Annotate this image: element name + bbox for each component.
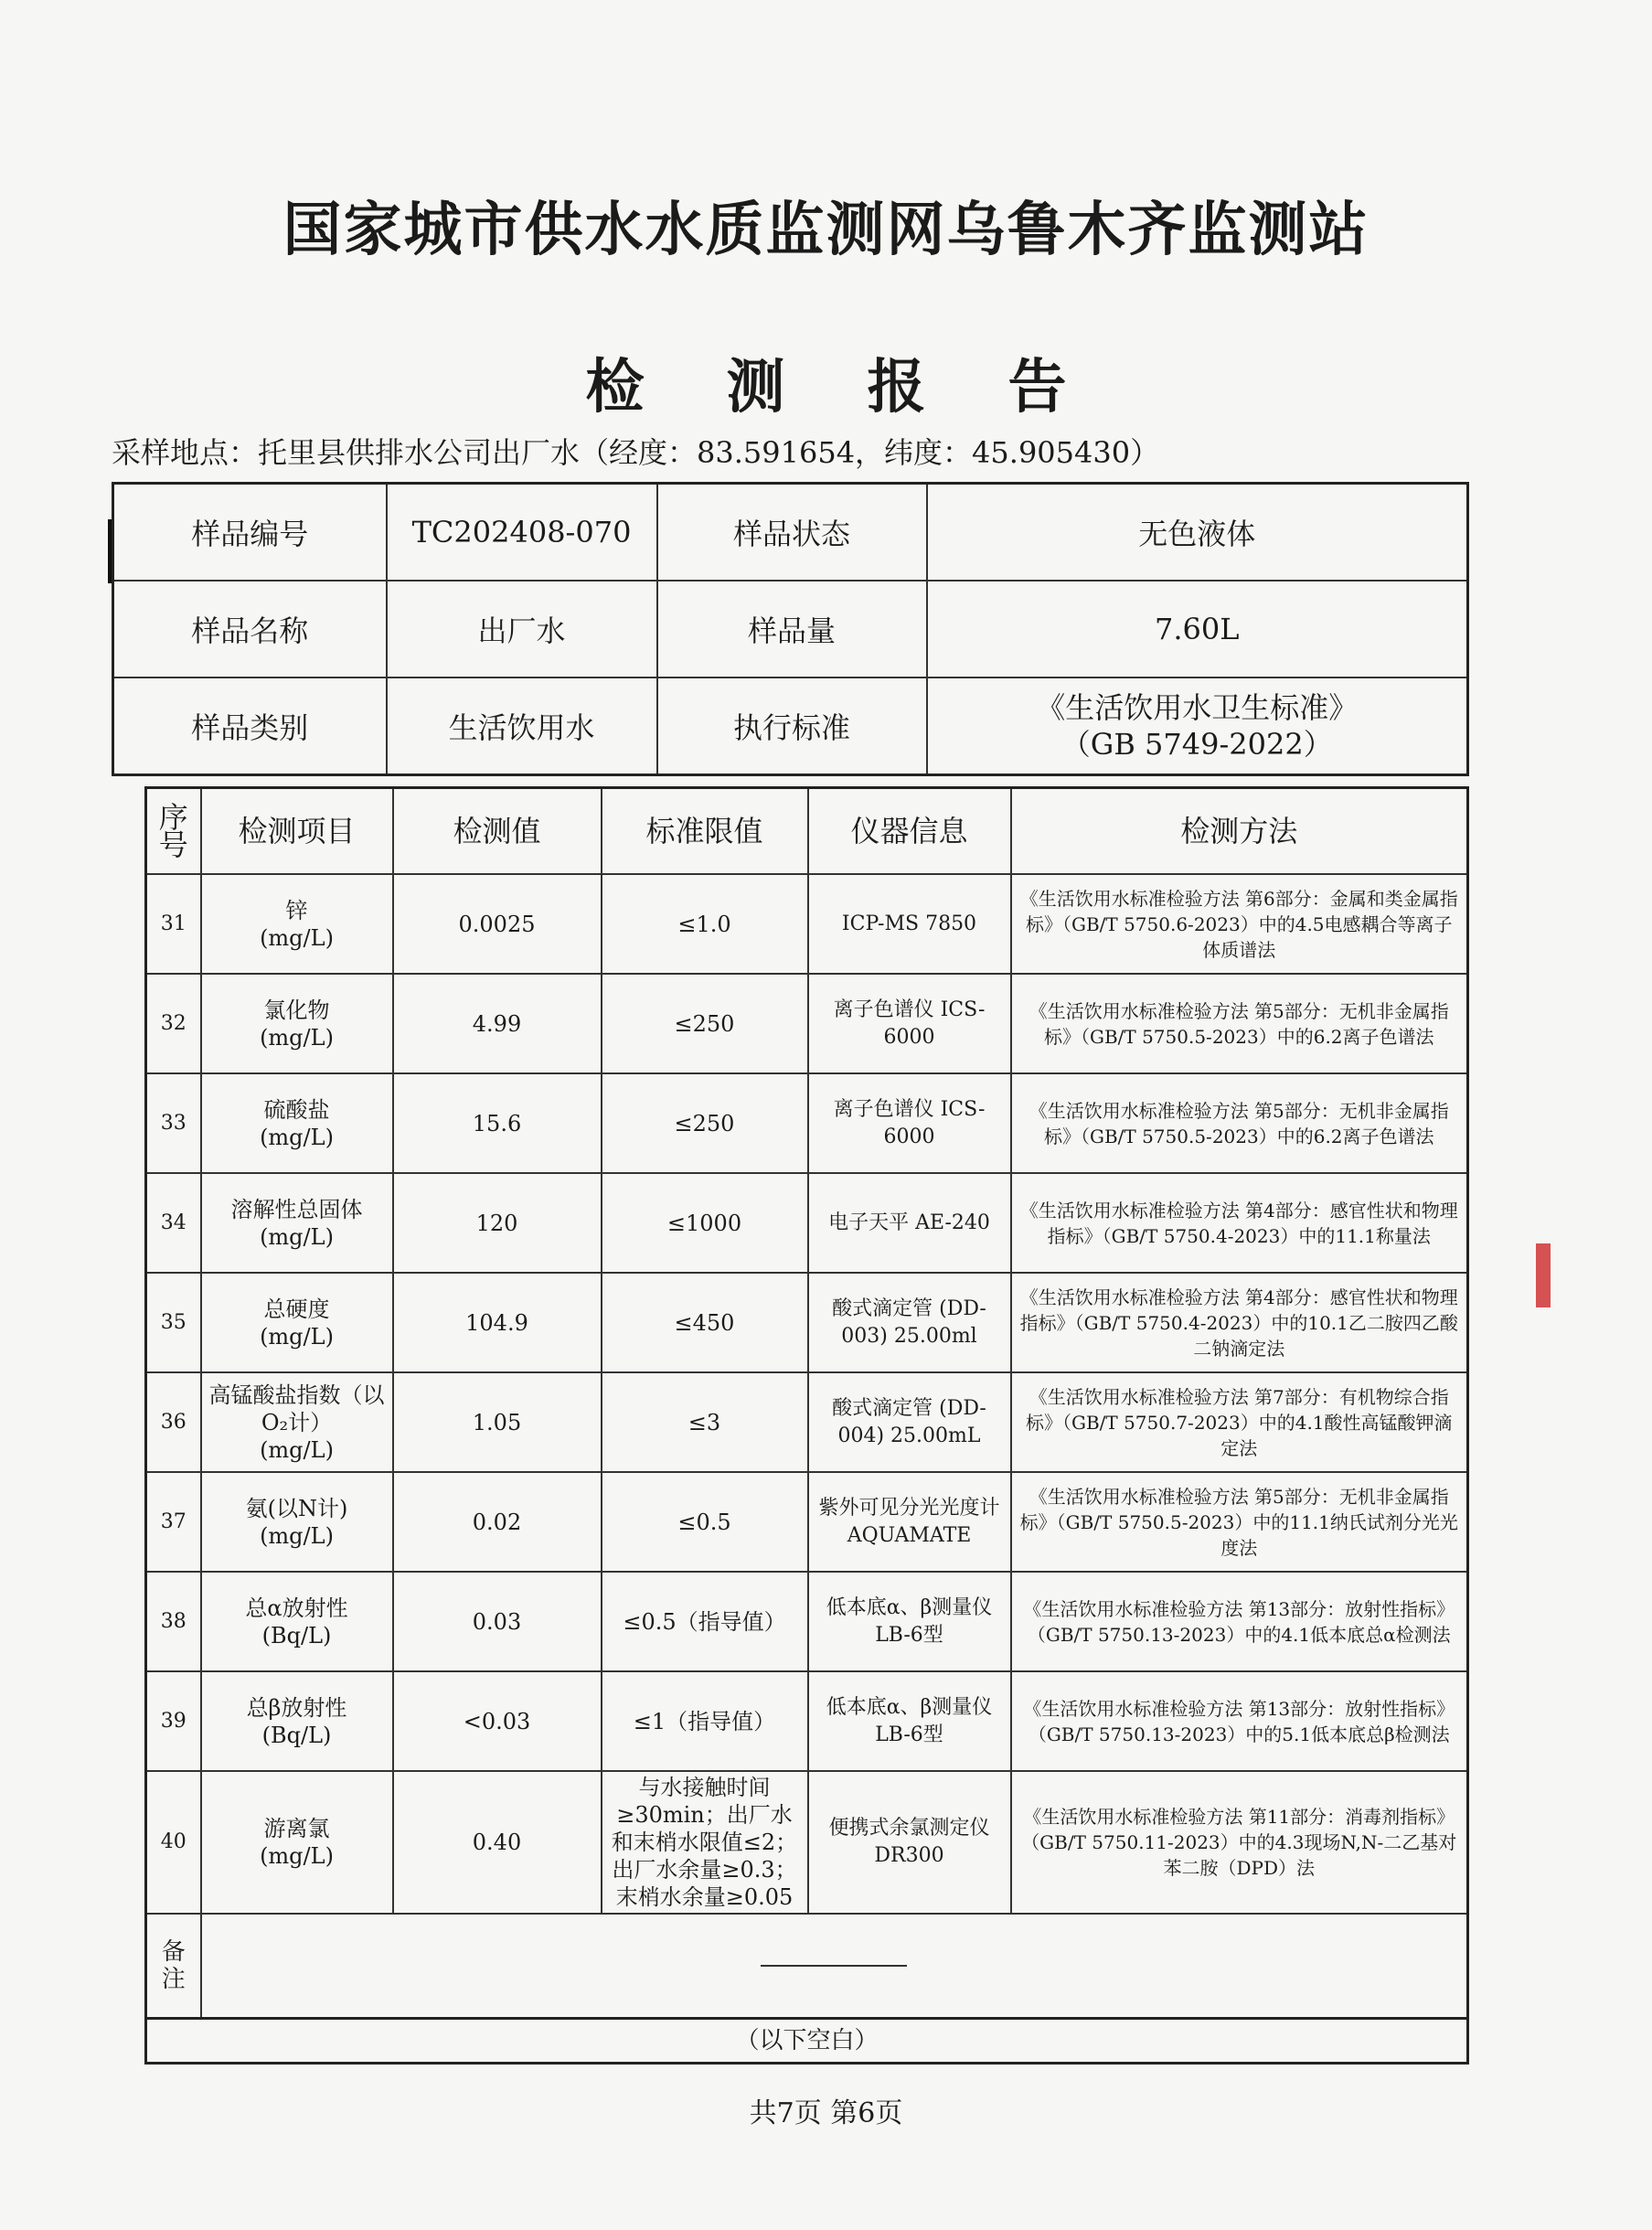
- row-instrument: 离子色谱仪 ICS-6000: [808, 1073, 1011, 1173]
- header-instrument: 仪器信息: [808, 788, 1011, 875]
- row-limit: 与水接触时间≥30min；出厂水和末梢水限值≤2；出厂水余量≥0.3；末梢水余量≥0.05: [602, 1771, 808, 1914]
- row-item-name: 硫酸盐: [263, 1096, 330, 1123]
- row-method: 《生活饮用水标准检验方法 第6部分：金属和类金属指标》（GB/T 5750.6-2023）中的4.5电感耦合等离子体质谱法: [1011, 874, 1468, 974]
- table-row: [146, 974, 1468, 1073]
- page-footer: 共7页 第6页: [749, 2097, 903, 2129]
- row-instrument: 电子天平 AE-240: [808, 1173, 1011, 1273]
- row-item-name: 总硬度: [263, 1296, 330, 1322]
- header-method: 检测方法: [1011, 788, 1468, 875]
- row-item-name: 氨(以N计): [245, 1495, 348, 1521]
- row-instrument: 酸式滴定管 (DD-004) 25.00mL: [808, 1372, 1011, 1472]
- row-item: [201, 1173, 393, 1273]
- sample-name-value: 出厂水: [387, 581, 657, 678]
- row-item-name: 游离氯: [263, 1816, 330, 1841]
- row-method: 《生活饮用水标准检验方法 第11部分：消毒剂指标》（GB/T 5750.11-2023）中的4.3现场N,N-二乙基对苯二胺（DPD）法: [1011, 1771, 1468, 1914]
- table-row: [146, 1771, 1468, 1914]
- row-item-name: 氯化物: [263, 997, 330, 1023]
- row-method: 《生活饮用水标准检验方法 第13部分：放射性指标》（GB/T 5750.13-2023）中的4.1低本底总α检测法: [1011, 1572, 1468, 1671]
- row-item-unit: (Bq/L): [261, 1722, 332, 1748]
- report-org-title: 国家城市供水水质监测网乌鲁木齐监测站: [282, 197, 1370, 264]
- row-value: 120: [393, 1173, 602, 1273]
- blank-note: （以下空白）: [146, 2019, 1468, 2064]
- sampling-location: 采样地点：托里县供排水公司出厂水（经度：83.591654，纬度：45.905430）: [112, 435, 1160, 470]
- row-item: [201, 1073, 393, 1173]
- sample-state-value: 无色液体: [927, 484, 1468, 582]
- row-value: 0.0025: [393, 874, 602, 974]
- report-subtitle: 检测报告: [585, 354, 1149, 421]
- table-row: [146, 1472, 1468, 1572]
- blank-note-row: [146, 2019, 1468, 2064]
- row-value: 1.05: [393, 1372, 602, 1472]
- row-item: [201, 1572, 393, 1671]
- standard-value: [927, 678, 1468, 775]
- row-no: 35: [146, 1273, 201, 1372]
- row-item-unit: (mg/L): [260, 1223, 334, 1250]
- row-limit: ≤1000: [602, 1173, 808, 1273]
- row-value: 0.40: [393, 1771, 602, 1914]
- header-limit: 标准限值: [602, 788, 808, 875]
- results-table: [144, 786, 1469, 2065]
- row-value: 15.6: [393, 1073, 602, 1173]
- table-row: [146, 874, 1468, 974]
- header-item: 检测项目: [201, 788, 393, 875]
- row-limit: ≤3: [602, 1372, 808, 1472]
- remark-row: [146, 1914, 1468, 2019]
- row-item-unit: (mg/L): [260, 1436, 334, 1463]
- sample-name-label: 样品名称: [113, 581, 387, 678]
- row-method: 《生活饮用水标准检验方法 第7部分：有机物综合指标》（GB/T 5750.7-2023）中的4.1酸性高锰酸钾滴定法: [1011, 1372, 1468, 1472]
- row-item: [201, 874, 393, 974]
- row-item-unit: (mg/L): [260, 1323, 334, 1350]
- row-item: [201, 1771, 393, 1914]
- row-value: 104.9: [393, 1273, 602, 1372]
- header-value: 检测值: [393, 788, 602, 875]
- sample-info-row: [113, 484, 1468, 582]
- sample-id-value: TC202408-070: [387, 484, 657, 582]
- row-no: 34: [146, 1173, 201, 1273]
- row-item-name: 溶解性总固体: [230, 1196, 363, 1222]
- row-method: 《生活饮用水标准检验方法 第4部分：感官性状和物理指标》（GB/T 5750.4-2023）中的10.1乙二胺四乙酸二钠滴定法: [1011, 1273, 1468, 1372]
- row-item-unit: (mg/L): [260, 1024, 334, 1051]
- standard-code: （GB 5749-2022）: [1060, 727, 1333, 762]
- table-row: [146, 1572, 1468, 1671]
- row-method: 《生活饮用水标准检验方法 第5部分：无机非金属指标》（GB/T 5750.5-2023）中的6.2离子色谱法: [1011, 974, 1468, 1073]
- row-no: 33: [146, 1073, 201, 1173]
- sample-qty-label: 样品量: [657, 581, 927, 678]
- row-no: 31: [146, 874, 201, 974]
- row-instrument: ICP-MS 7850: [808, 874, 1011, 974]
- row-method: 《生活饮用水标准检验方法 第5部分：无机非金属指标》（GB/T 5750.5-2023）中的11.1纳氏试剂分光光度法: [1011, 1472, 1468, 1572]
- row-value: 0.02: [393, 1472, 602, 1572]
- remark-value: [201, 1914, 1468, 2019]
- row-item: [201, 974, 393, 1073]
- sample-info-row: [113, 581, 1468, 678]
- header-no: 序号: [146, 788, 201, 875]
- table-row: [146, 1173, 1468, 1273]
- row-item-unit: (mg/L): [260, 1843, 334, 1869]
- row-method: 《生活饮用水标准检验方法 第13部分：放射性指标》（GB/T 5750.13-2023）中的5.1低本底总β检测法: [1011, 1671, 1468, 1771]
- row-instrument: 低本底α、β测量仪 LB-6型: [808, 1572, 1011, 1671]
- row-no: 39: [146, 1671, 201, 1771]
- standard-name: 《生活饮用水卫生标准》: [1036, 690, 1359, 725]
- row-value: <0.03: [393, 1671, 602, 1771]
- row-instrument: 酸式滴定管 (DD-003) 25.00ml: [808, 1273, 1011, 1372]
- row-item-name: 总α放射性: [245, 1595, 348, 1621]
- row-limit: ≤1（指导值）: [602, 1671, 808, 1771]
- sample-info-row: [113, 678, 1468, 775]
- remark-dash: [761, 1965, 907, 1967]
- row-item: [201, 1671, 393, 1771]
- row-no: 40: [146, 1771, 201, 1914]
- row-item-name: 总β放射性: [246, 1694, 347, 1721]
- row-instrument: 低本底α、β测量仪 LB-6型: [808, 1671, 1011, 1771]
- standard-label: 执行标准: [657, 678, 927, 775]
- row-method: 《生活饮用水标准检验方法 第4部分：感官性状和物理指标》（GB/T 5750.4-2023）中的11.1称量法: [1011, 1173, 1468, 1273]
- sample-info-table: [112, 482, 1469, 776]
- row-limit: ≤250: [602, 1073, 808, 1173]
- row-item: [201, 1472, 393, 1572]
- row-limit: ≤0.5: [602, 1472, 808, 1572]
- row-no: 37: [146, 1472, 201, 1572]
- row-instrument: 紫外可见分光光度计 AQUAMATE: [808, 1472, 1011, 1572]
- table-row: [146, 1073, 1468, 1173]
- row-value: 4.99: [393, 974, 602, 1073]
- results-header-row: [146, 788, 1468, 875]
- row-item-name: 锌: [285, 897, 308, 923]
- table-row: [146, 1273, 1468, 1372]
- table-row: [146, 1372, 1468, 1472]
- sample-id-label: 样品编号: [113, 484, 387, 582]
- row-no: 38: [146, 1572, 201, 1671]
- table-row: [146, 1671, 1468, 1771]
- row-limit: ≤0.5（指导值）: [602, 1572, 808, 1671]
- row-item: [201, 1273, 393, 1372]
- row-value: 0.03: [393, 1572, 602, 1671]
- row-no: 32: [146, 974, 201, 1073]
- row-item: [201, 1372, 393, 1472]
- row-item-unit: (Bq/L): [261, 1622, 332, 1648]
- sample-type-value: 生活饮用水: [387, 678, 657, 775]
- row-item-unit: (mg/L): [260, 924, 334, 951]
- row-method: 《生活饮用水标准检验方法 第5部分：无机非金属指标》（GB/T 5750.5-2023）中的6.2离子色谱法: [1011, 1073, 1468, 1173]
- row-instrument: 便携式余氯测定仪 DR300: [808, 1771, 1011, 1914]
- row-limit: ≤450: [602, 1273, 808, 1372]
- row-limit: ≤1.0: [602, 874, 808, 974]
- sample-state-label: 样品状态: [657, 484, 927, 582]
- sample-qty-value: 7.60L: [927, 581, 1468, 678]
- row-item-name: 高锰酸盐指数（以O₂计）: [208, 1382, 385, 1435]
- row-item-unit: (mg/L): [260, 1124, 334, 1150]
- row-no: 36: [146, 1372, 201, 1472]
- seal-fragment: [1536, 1243, 1551, 1307]
- row-item-unit: (mg/L): [260, 1522, 334, 1549]
- remark-label: 备注: [146, 1914, 201, 2019]
- row-instrument: 离子色谱仪 ICS-6000: [808, 974, 1011, 1073]
- row-limit: ≤250: [602, 974, 808, 1073]
- sample-type-label: 样品类别: [113, 678, 387, 775]
